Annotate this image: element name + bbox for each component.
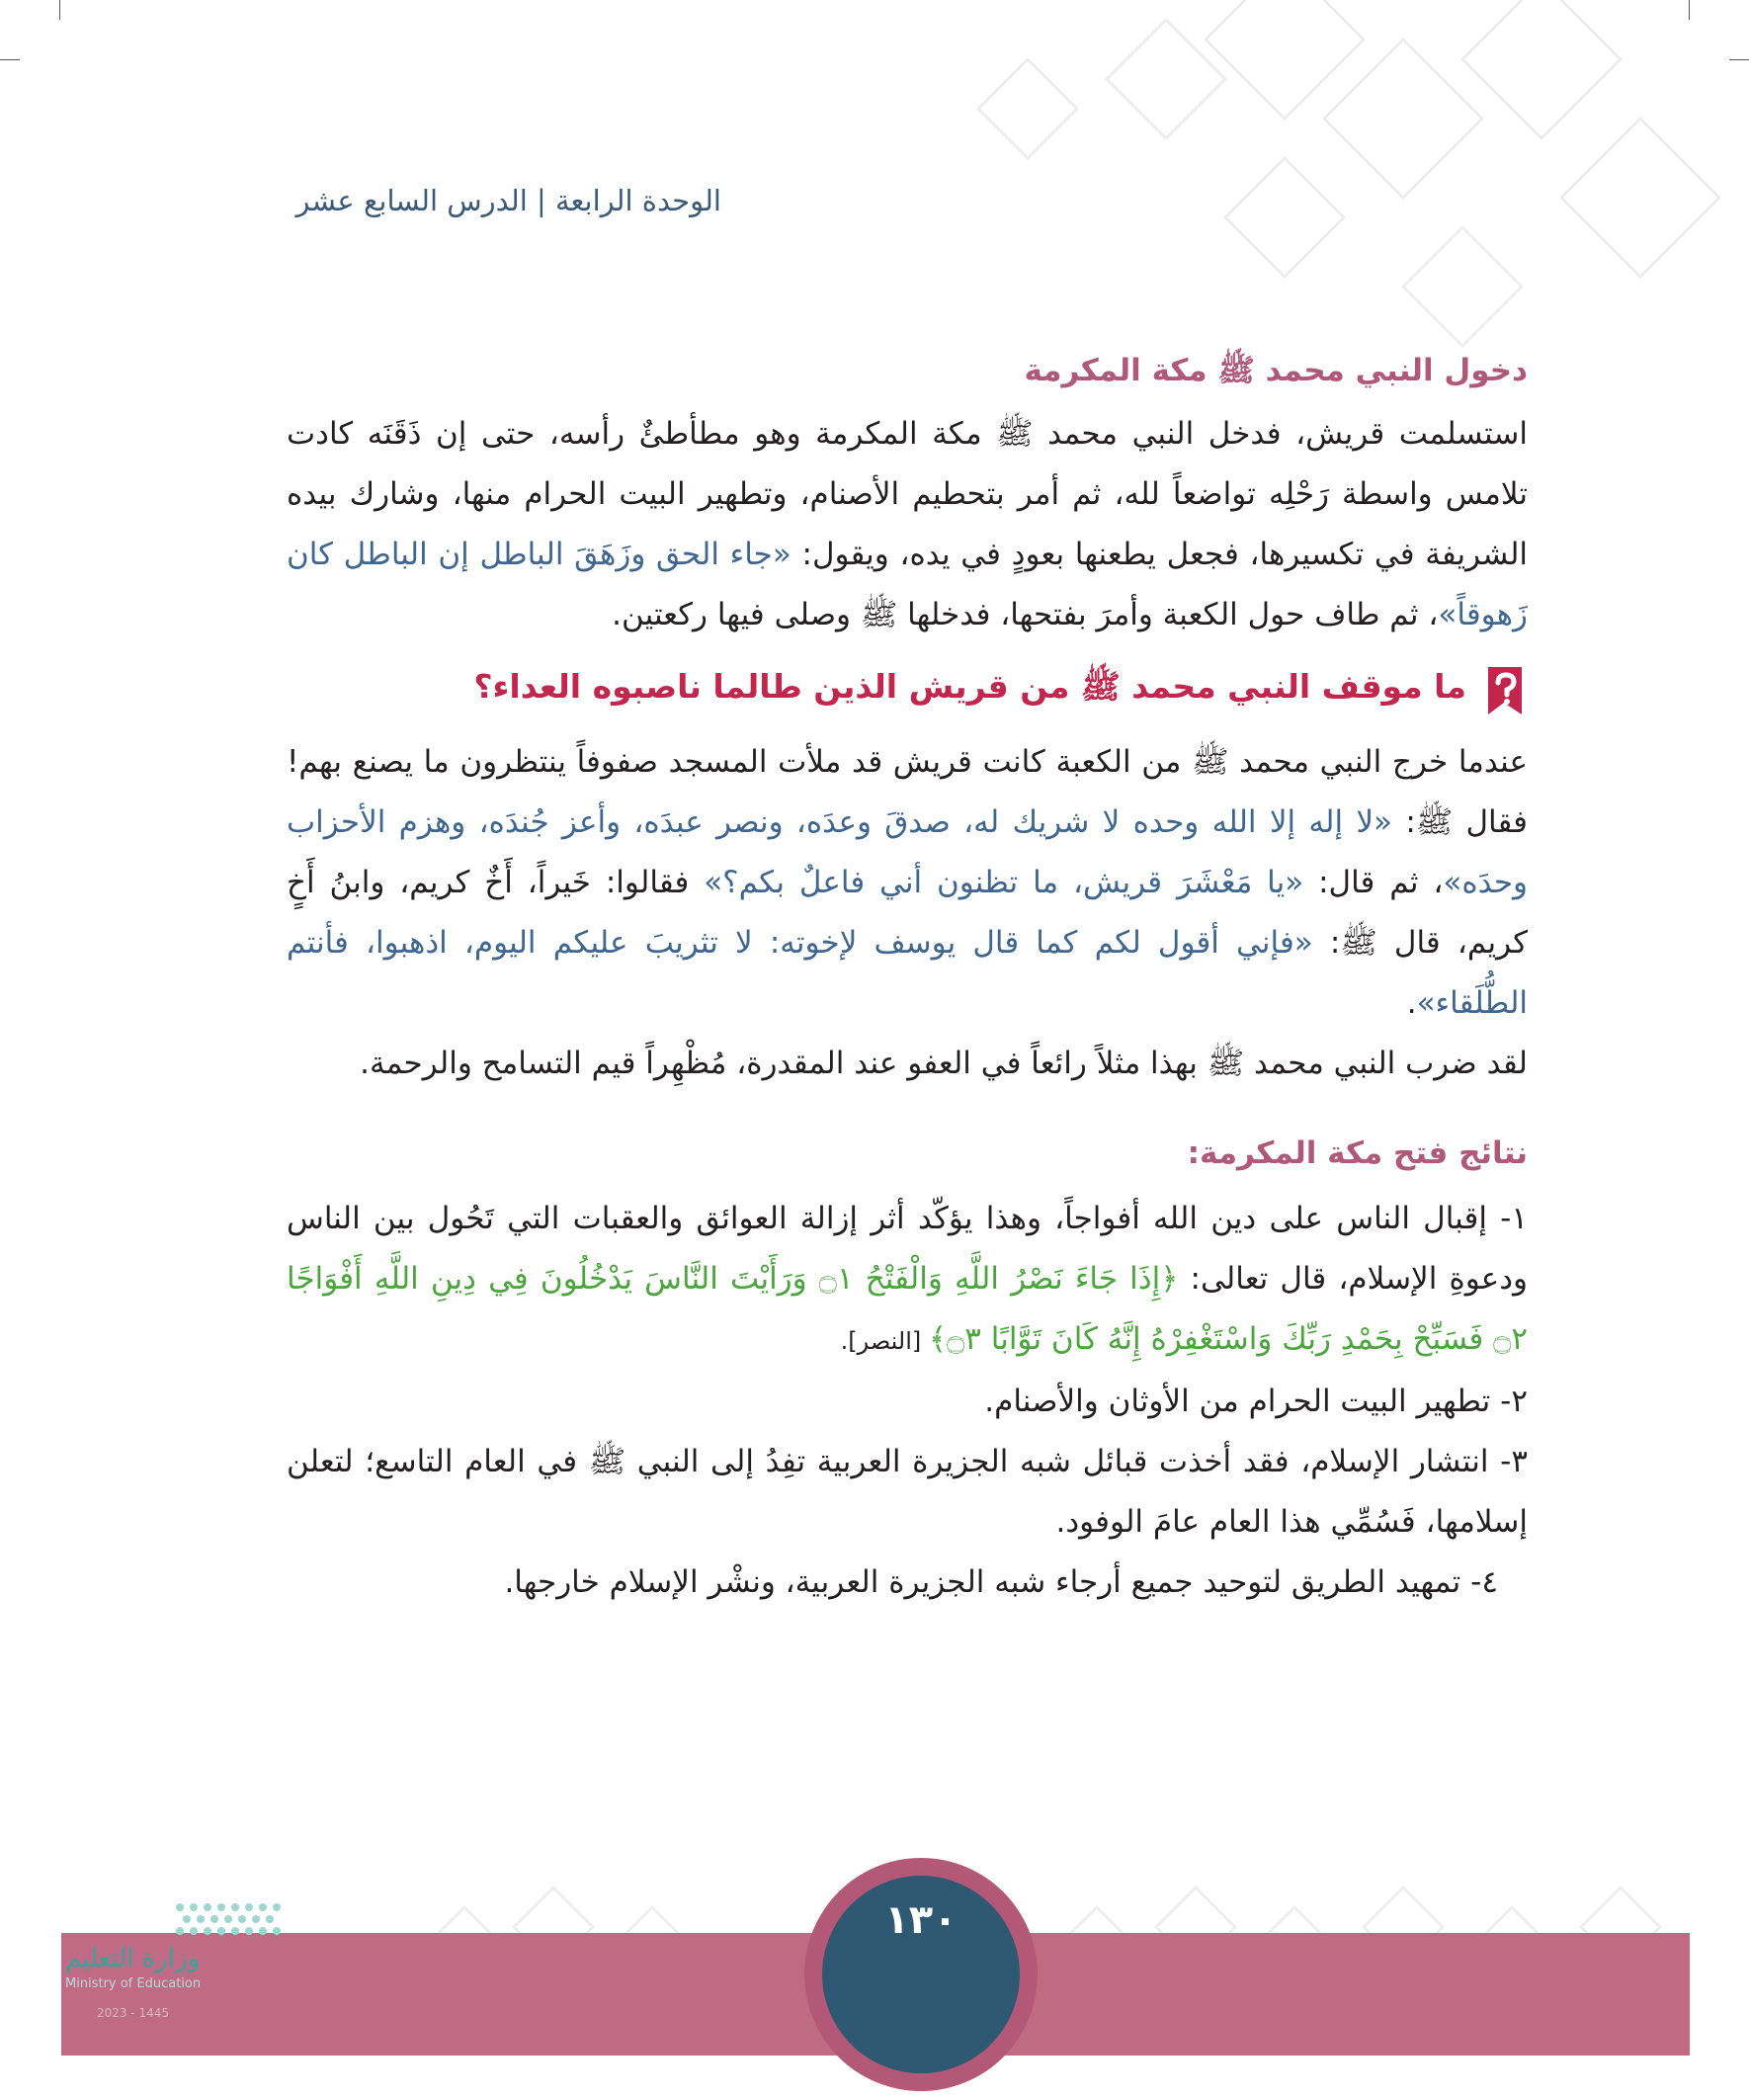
text-span: فقالوا: خَيراً، أَخٌ كريم، وابنُ أَخٍ كريم، قال ﷺ:	[287, 865, 1528, 961]
section-heading-entry: دخول النبي محمد ﷺ مكة المكرمة	[1024, 353, 1528, 388]
list-item: ٢- تطهير البيت الحرام من الأوثان والأصنام.	[984, 1384, 1528, 1419]
question-mark-icon	[1482, 665, 1528, 716]
paragraph-forgiveness	[287, 732, 1528, 1034]
question-text: ما موقف النبي محمد ﷺ من قريش الذين طالما ناصبوه العداء؟	[473, 667, 1466, 706]
surah-reference: [النصر].	[840, 1327, 929, 1355]
results-list	[287, 1189, 1528, 1613]
paragraph-entry	[287, 404, 1528, 645]
edition-year: 2023 - 1445	[97, 2006, 170, 2020]
hadith-quote: «لا إله إلا الله وحده لا شريك له، صدقَ وعدَه، ونصر عبدَه، وأعز جُندَه، وهزم الأحزاب وحدَه»	[287, 804, 1528, 900]
hadith-quote: «فإني أقول لكم كما قال يوسف لإخوته: لا تثريبَ عليكم اليوم، اذهبوا، فأنتم الطُّلَقاء»	[287, 925, 1528, 1021]
page-number: ١٣٠	[884, 1897, 958, 1943]
hadith-quote: «يا مَعْشَرَ قريش، ما تظنون أني فاعلٌ بكم؟»	[704, 865, 1304, 900]
text-span: .	[1406, 985, 1417, 1021]
quran-verse: ﴿إِذَا جَاءَ نَصْرُ اللَّهِ وَالْفَتْحُ ۝١ وَرَأَيْتَ النَّاسَ يَدْخُلُونَ فِي دِينِ اللَّهِ أَفْوَاجًا ۝٢ فَسَبِّحْ بِحَمْدِ رَبِّكَ وَاسْتَغْفِرْهُ إِنَّهُ كَانَ تَوَّابًا ۝٣﴾	[287, 1261, 1528, 1357]
hadith-quote: «جاء الحق وزَهَقَ الباطل إن الباطل كان زَهوقاً»	[287, 537, 1528, 632]
unit-lesson-header: الوحدة الرابعة | الدرس السابع عشر	[295, 184, 721, 217]
page-content	[287, 341, 1528, 1613]
text-span: عندما خرج النبي محمد ﷺ من الكعبة كانت قريش قد ملأت المسجد صفوفاً ينتظرون ما يصنع بهم! فقال ﷺ:	[287, 744, 1528, 840]
paragraph-conclusion: لقد ضرب النبي محمد ﷺ بهذا مثلاً رائعاً في العفو عند المقدرة، مُظْهِراً قيم التسامح والرحمة.	[360, 1046, 1528, 1081]
ministry-logo-subtitle: Ministry of Education	[65, 1976, 202, 1991]
ministry-logo-text: وزارة التعليم	[65, 1944, 201, 1974]
question-block	[287, 657, 1528, 724]
text-span: ، ثم قال:	[1303, 865, 1444, 900]
list-item: ٣- انتشار الإسلام، فقد أخذت قبائل شبه الجزيرة العربية تفِدُ إلى النبي ﷺ في العام التاسع؛ لتعلن إسلامها، فَسُمِّي هذا العام عامَ الوفود.	[287, 1444, 1528, 1540]
text-span: ١- إقبال الناس على دين الله أفواجاً، وهذا يؤكّد أثر إزالة العوائق والعقبات التي تَحُول بين الناس ودعوةِ الإسلام، قال تعالى:	[287, 1201, 1529, 1297]
text-span: ، ثم طاف حول الكعبة وأمرَ بفتحها، فدخلها ﷺ وصلى فيها ركعتين.	[612, 597, 1439, 632]
list-item	[287, 1189, 1528, 1372]
section-heading-results: نتائج فتح مكة المكرمة:	[1187, 1135, 1528, 1171]
text-span: استسلمت قريش، فدخل النبي محمد ﷺ مكة المكرمة وهو مطأطئٌ رأسه، حتى إن ذَقَنَه كادت تلامس واسطة رَحْلِه تواضعاً لله، ثم أمر بتحطيم الأصنام، وتطهير البيت الحرام منها، وشارك بيده الشريفة في تكسيرها، فجعل يطعنها بعودٍ في يده، ويقول:	[287, 416, 1529, 572]
list-item: ٤- تمهيد الطريق لتوحيد جميع أرجاء شبه الجزيرة العربية، ونشْر الإسلام خارجها.	[504, 1564, 1498, 1600]
